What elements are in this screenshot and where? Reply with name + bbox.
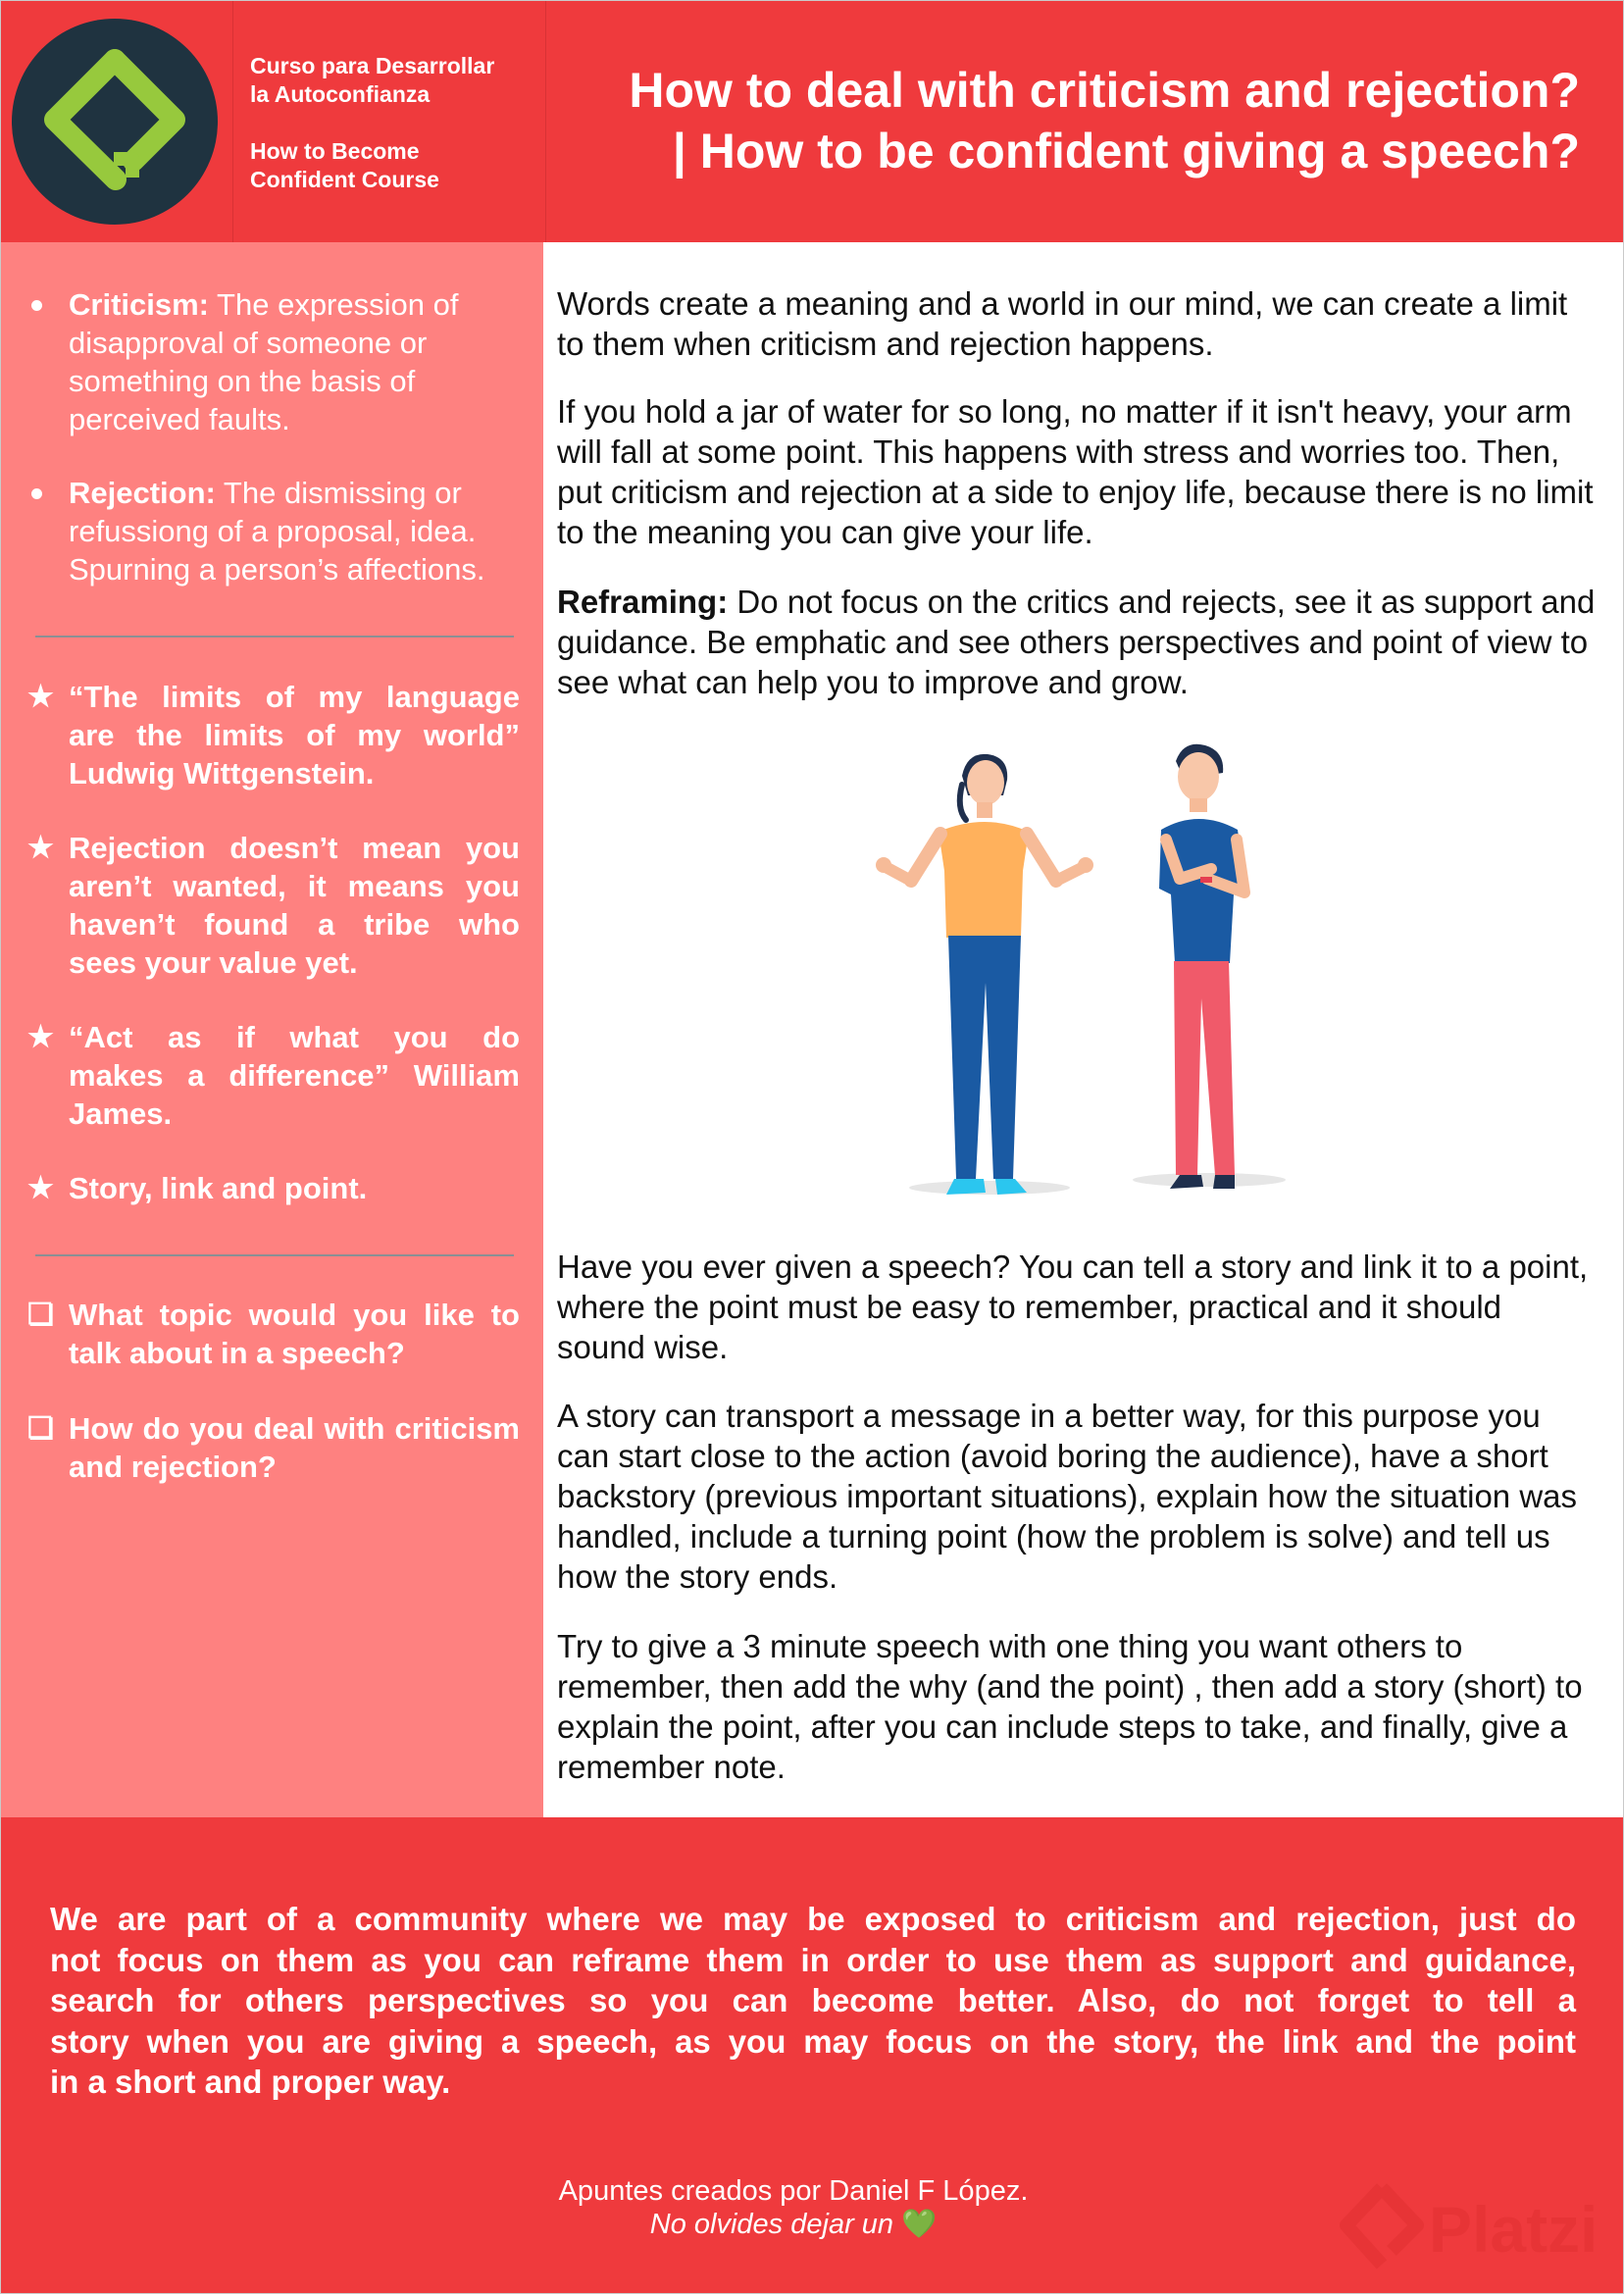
paragraph-speech: Have you ever given a speech? You can tell a story and link it to a point, where the point must be easy to remember, practical and it should sound wise. bbox=[557, 1249, 1589, 1365]
quote-wittgenstein bbox=[27, 678, 520, 792]
course-name-en-line2: Confident Course bbox=[250, 167, 439, 192]
quote-line: haven’t found a tribe who bbox=[69, 907, 520, 942]
quote-line: are the limits of my world” bbox=[69, 718, 520, 752]
platzi-wordmark: Platzi bbox=[1429, 2193, 1599, 2266]
reframing-text: Do not focus on the critics and rejects, see it as support and guidance. Be emphatic and see others perspectives and point of view to see what can help you to improve and grow. bbox=[557, 584, 1596, 700]
star-icon: ★ bbox=[27, 1021, 54, 1053]
definition-term: Rejection: bbox=[69, 476, 216, 510]
course-name-en-line1: How to Become bbox=[250, 138, 420, 164]
diamond-logo-icon bbox=[12, 19, 218, 225]
quote-line: “The limits of my language bbox=[69, 680, 520, 714]
definition-text: The dismissing or refussiong of a proposal, idea. Spurning a person’s affections. bbox=[69, 476, 485, 586]
course-logo bbox=[12, 19, 218, 225]
star-icon: ★ bbox=[27, 1172, 54, 1204]
two-people-illustration bbox=[864, 741, 1295, 1202]
summary-line: search for others perspectives so you can become better. Also, do not forget to tell a bbox=[50, 1982, 1576, 2018]
course-name-es-line1: Curso para Desarrollar bbox=[250, 53, 495, 78]
summary-line: not focus on them as you can reframe them in order to use them as support and guidance, bbox=[50, 1941, 1576, 1978]
bullet-icon bbox=[31, 488, 42, 499]
footer-banner bbox=[1, 1817, 1624, 2294]
definition-text: The expression of disapproval of someone or something on the basis of perceived faults. bbox=[69, 287, 459, 436]
paragraph-jar: If you hold a jar of water for so long, no matter if it isn't heavy, your arm will fall at some point. This happens with stress and worries too. Then, put criticism and rejection at a side to enjoy life, because there is no limit to the meaning you can give your life. bbox=[557, 393, 1594, 550]
divider bbox=[35, 1254, 514, 1256]
quote-line: Ludwig Wittgenstein. bbox=[69, 756, 375, 790]
question-topic bbox=[27, 1296, 520, 1372]
quote-line: Rejection doesn’t mean you bbox=[69, 831, 520, 865]
reminder-text: No olvides dejar un bbox=[649, 2209, 894, 2240]
man-figure bbox=[1159, 744, 1245, 1189]
quote-line: “Act as if what you do bbox=[69, 1020, 520, 1054]
page-title bbox=[560, 60, 1580, 181]
divider bbox=[35, 636, 514, 637]
quote-rejection bbox=[27, 829, 520, 982]
quote-line: sees your value yet. bbox=[69, 945, 358, 980]
quote-line: aren’t wanted, it means you bbox=[69, 869, 520, 903]
quote-story-link-point bbox=[27, 1169, 520, 1207]
definition-term: Criticism: bbox=[69, 287, 209, 322]
course-name-es-line2: la Autoconfianza bbox=[250, 81, 431, 107]
summary-line: We are part of a community where we may be exposed to criticism and rejection, just do bbox=[50, 1901, 1576, 1937]
checkbox-icon: ❏ bbox=[27, 1299, 54, 1331]
platzi-watermark bbox=[1335, 2180, 1624, 2278]
quote-william-james bbox=[27, 1018, 520, 1133]
star-icon: ★ bbox=[27, 832, 54, 864]
woman-figure bbox=[876, 754, 1093, 1195]
paragraph-words: Words create a meaning and a world in our mind, we can create a limit to them when criticism and rejection happens. bbox=[557, 285, 1568, 362]
page-title-line1: How to deal with criticism and rejection? bbox=[629, 63, 1580, 118]
reframing-term: Reframing: bbox=[557, 584, 729, 620]
question-text: How do you deal with criticism and rejection? bbox=[69, 1411, 520, 1484]
paragraph-three-minute: Try to give a 3 minute speech with one thing you want others to remember, then add the why (and the point) , then add a story (short) to explain the point, after you can include steps to take, and finally, give a remember note. bbox=[557, 1628, 1583, 1785]
green-heart-icon: 💚 bbox=[901, 2209, 938, 2240]
checkbox-icon: ❏ bbox=[27, 1412, 54, 1445]
quote-line: makes a difference” William bbox=[69, 1058, 520, 1093]
quote-line: James. bbox=[69, 1096, 173, 1131]
question-criticism bbox=[27, 1409, 520, 1486]
sidebar bbox=[1, 242, 543, 1817]
question-text: What topic would you like to talk about in a speech? bbox=[69, 1298, 520, 1370]
summary-line: story when you are giving a speech, as you may focus on the story, the link and the point bbox=[50, 2022, 1576, 2060]
summary-text bbox=[50, 1899, 1576, 2103]
page-title-line2: | How to be confident giving a speech? bbox=[672, 124, 1580, 178]
bullet-icon bbox=[31, 300, 42, 311]
paragraph-story: A story can transport a message in a better way, for this purpose you can start close to the action (avoid boring the audience), have a short backstory (previous important situations), explain how the situation was handled, include a turning point (how the problem is solve) and tell us how the story ends. bbox=[557, 1398, 1577, 1595]
star-icon: ★ bbox=[27, 681, 54, 713]
header-banner bbox=[1, 1, 1624, 242]
course-name-box bbox=[232, 1, 546, 242]
quote-line: Story, link and point. bbox=[69, 1171, 368, 1205]
paragraph-reframing bbox=[557, 582, 1597, 702]
summary-line: in a short and proper way. bbox=[50, 2064, 451, 2100]
author-credit: Apuntes creados por Daniel F López. bbox=[558, 2175, 1029, 2207]
platzi-logo-icon bbox=[1335, 2180, 1429, 2278]
